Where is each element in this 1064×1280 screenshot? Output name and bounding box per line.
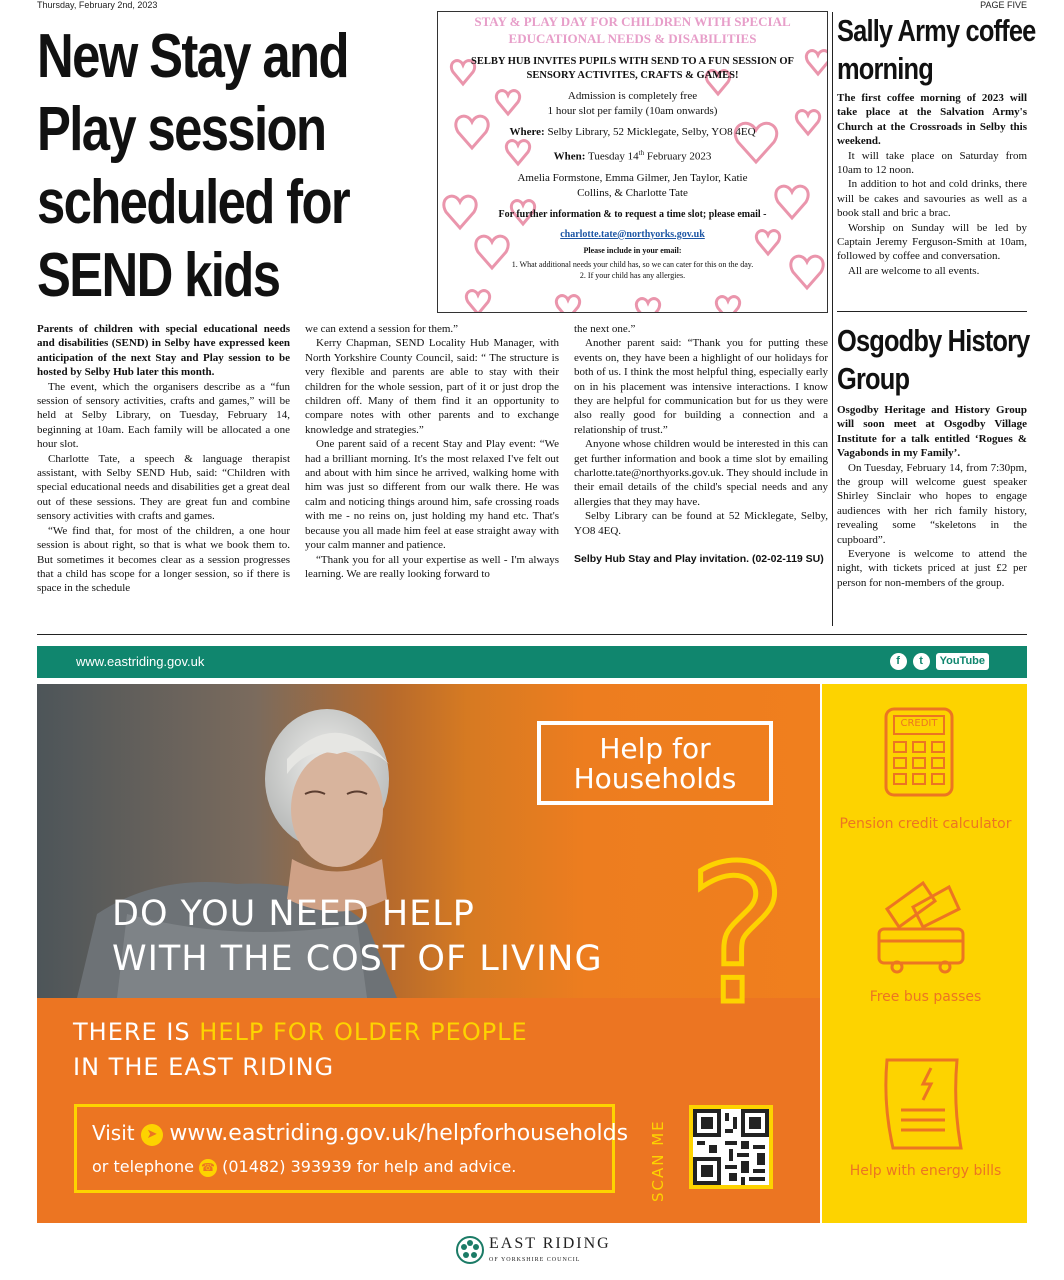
bus-pass-label: Free bus passes <box>869 989 982 1005</box>
council-subtitle: OF YORKSHIRE COUNCIL <box>489 1257 581 1263</box>
sally-lead: The first coffee morning of 2023 will take place at the Salvation Army's Church at the Crossroads in Selby this weekend. <box>837 92 1027 148</box>
visit-box <box>74 1104 629 1193</box>
sally-paragraph: It will take place on Saturday from 10am to 12 noon. <box>837 149 1027 177</box>
flyer-when-day: Tuesday 14 <box>588 150 639 163</box>
article-paragraph: we can extend a session for them.” <box>305 323 459 335</box>
council-name: EAST RIDING <box>489 1235 611 1252</box>
east-riding-logo <box>455 1233 617 1271</box>
energy-bills-label: Help with energy bills <box>849 1163 1002 1179</box>
help-older-highlight: HELP FOR OLDER PEOPLE <box>199 1018 528 1046</box>
benefits-panel <box>820 684 1027 1223</box>
sally-army-headline: Sally Army coffee morning <box>837 13 1036 86</box>
main-headline: New Stay and Play session scheduled for SEND kids <box>37 22 350 310</box>
flyer-further: For further information & to request a time slot; please email - <box>498 208 767 220</box>
twitter-icon[interactable]: t <box>913 653 930 670</box>
qr-pattern <box>693 1109 769 1185</box>
article-column-2 <box>305 322 559 581</box>
visit-label: Visit <box>92 1121 135 1145</box>
help-older-line-2: IN THE EAST RIDING <box>73 1053 335 1081</box>
help-for-households-box: Help for Households <box>537 721 773 805</box>
flyer-where: Selby Library, 52 Micklegate, Selby, YO8 4EQ <box>547 126 756 138</box>
page-number: PAGE FIVE <box>980 0 1027 10</box>
flyer-title: STAY & PLAY DAY FOR CHILDREN WITH SPECIAL EDUCATIONAL NEEDS & DISABILITIES <box>474 14 791 46</box>
flyer-item-1: 1. What additional needs your child has, so we can cater for this on the day. <box>511 259 754 269</box>
energy-bill-icon <box>873 1054 973 1154</box>
council-crest-icon <box>455 1235 485 1265</box>
article-paragraph: the next one.” <box>574 323 636 335</box>
article-paragraph: Anyone whose children would be interested in this can get further information and book a time slot by emailing charlotte.tate@northyorks.gov.uk. They should include in their email details of the child's special needs and any allergies that they may have. <box>574 438 828 508</box>
article-paragraph: The event, which the organisers describe as a “fun session of sensory activities, crafts and games,” will be held at Selby Library, on Tuesday, February 14, beginning at 10am. Each family will be allocated a one hour slot. <box>37 380 290 451</box>
article-paragraph: “We find that, for most of the children, a one hour session is about right, so that is what we book them to. But sometimes it becomes clear as a session progresses that a child has scope for a longer session, so if there is space in the schedule <box>37 524 290 595</box>
photo-caption: Selby Hub Stay and Play invitation. (02-02-119 SU) <box>574 553 824 566</box>
telephone-line <box>92 1157 516 1177</box>
stay-play-flyer <box>437 11 828 313</box>
article-paragraph: “Thank you for all your expertise as well - I'm always learning. We are really looking forward to <box>305 553 559 580</box>
question-mark-graphic: ? <box>687 825 788 1046</box>
flyer-subtitle: SELBY HUB INVITES PUPILS WITH SEND TO A FUN SESSION OF SENSORY ACTIVITES, CRAFTS & GAMES! <box>471 56 794 81</box>
ad-website-link[interactable]: www.eastriding.gov.uk <box>76 654 205 669</box>
credit-label: CREDIT <box>900 718 938 729</box>
question-line-2: WITH THE COST OF LIVING <box>112 939 603 979</box>
youtube-icon[interactable]: YouTube <box>936 653 989 670</box>
ad-divider <box>37 634 1027 635</box>
page-date: Thursday, February 2nd, 2023 <box>37 0 158 10</box>
article-paragraph: Charlotte Tate, a speech & language therapist assistant, with Selby SEND Hub, said: “Children with special educational needs and disabilities get a great deal out of these sessions. They are great fun and combine sensory activities with crafts and games. <box>37 452 290 523</box>
article-column-1 <box>37 322 290 596</box>
article-paragraph: Another parent said: “Thank you for putting these events on, they have been a highlight of our holidays for both of us. I think the most helpful thing, especially early on in his placement was intensive interactions. I know they are helpful for communication but for us they were also really good for building a connection and a relationship of trust.” <box>574 337 828 436</box>
osgodby-story <box>837 403 1027 590</box>
telephone-label: or telephone <box>92 1157 194 1176</box>
osgodby-paragraph: Everyone is welcome to attend the night, with tickets priced at just £2 per person for non-members of the group. <box>837 548 1027 589</box>
sally-army-story <box>837 91 1027 278</box>
column-divider <box>832 12 833 626</box>
article-paragraph: Selby Library can be found at 52 Micklegate, Selby, YO8 4EQ. <box>574 510 828 537</box>
east-riding-advert <box>37 646 1027 1223</box>
flyer-staff: Amelia Formstone, Emma Gilmer, Jen Taylor, Katie Collins, & Charlotte Tate <box>517 171 748 199</box>
qr-code[interactable] <box>689 1105 773 1189</box>
visit-line <box>92 1121 628 1146</box>
flyer-item-2: 2. If your child has any allergies. <box>579 270 686 280</box>
sally-paragraph: In addition to hot and cold drinks, there will be cakes and savouries as well as a book stall and bric a brac. <box>837 178 1027 220</box>
osgodby-lead: Osgodby Heritage and History Group will soon meet at Osgodby Village Institute for a talk entitled ‘Rogues & Vagabonds in my Family’. <box>837 404 1027 460</box>
flyer-slot: 1 hour slot per family (10am onwards) <box>547 105 718 117</box>
flyer-when-sup: th <box>638 149 645 157</box>
phone-number: (01482) 393939 for help and advice. <box>222 1157 517 1176</box>
flyer-when-rest: February 2023 <box>646 150 712 163</box>
article-paragraph: One parent said of a recent Stay and Play event: “We had a brilliant morning. It's the most relaxed I've felt out and about with him since he arrived, walking home with him was just so different from our walk there. He was calm and noticing things around him, safe crossing roads with me - no reins on, just holding my hand etc. That's because you all made him feel at ease straight away with your calm manner and patience. <box>305 438 559 552</box>
article-column-3 <box>574 322 828 566</box>
cursor-icon: ➤ <box>141 1124 163 1146</box>
scan-me-label: SCAN ME <box>649 1119 667 1202</box>
help-older-line-1 <box>73 1016 528 1048</box>
bus-pass-icon <box>873 879 969 974</box>
ad-top-bar <box>37 646 1027 678</box>
pension-credit-label: Pension credit calculator <box>839 816 1012 832</box>
question-line-1: DO YOU NEED HELP <box>112 894 475 934</box>
social-links <box>890 653 989 670</box>
article-lead: Parents of children with special educational needs and disabilities (SEND) in Selby have expressed keen anticipation of the next Stay and Play session to be hosted by Selby Hub later this month. <box>37 323 290 379</box>
flyer-admission: Admission is completely free <box>567 90 698 102</box>
osgodby-paragraph: On Tuesday, February 14, from 7:30pm, the group will welcome guest speaker Shirley Sinclair who hopes to engage audiences with her rich family history, revealing some “skeletons in the cupboard”. <box>837 461 1027 546</box>
article-paragraph: Kerry Chapman, SEND Locality Hub Manager, with North Yorkshire County Council, said: “ The structure is very flexible and parents are able to stay with their children for the whole session, part of it or just drop the children off. Many of them find it an opportunity to compare notes with other parents and to exchange knowledge and strategies.” <box>305 337 559 436</box>
sidebar-divider <box>837 311 1027 312</box>
facebook-icon[interactable]: f <box>890 653 907 670</box>
osgodby-headline: Osgodby History Group <box>837 323 1030 396</box>
flyer-where-label: Where: <box>509 126 545 138</box>
flyer-when-label: When: <box>553 150 586 163</box>
sally-paragraph: All are welcome to all events. <box>848 264 980 277</box>
help-url-link[interactable]: www.eastriding.gov.uk/helpforhouseholds <box>169 1121 629 1146</box>
phone-icon: ☎ <box>199 1159 217 1177</box>
flyer-include: Please include in your email: <box>583 245 682 255</box>
sally-paragraph: Worship on Sunday will be led by Captain Jeremy Ferguson-Smith at 10am, followed by coffee and conversation. <box>837 221 1027 263</box>
there-is-text: THERE IS <box>73 1018 200 1046</box>
flyer-email-link[interactable]: charlotte.tate@northyorks.gov.uk <box>560 228 705 240</box>
